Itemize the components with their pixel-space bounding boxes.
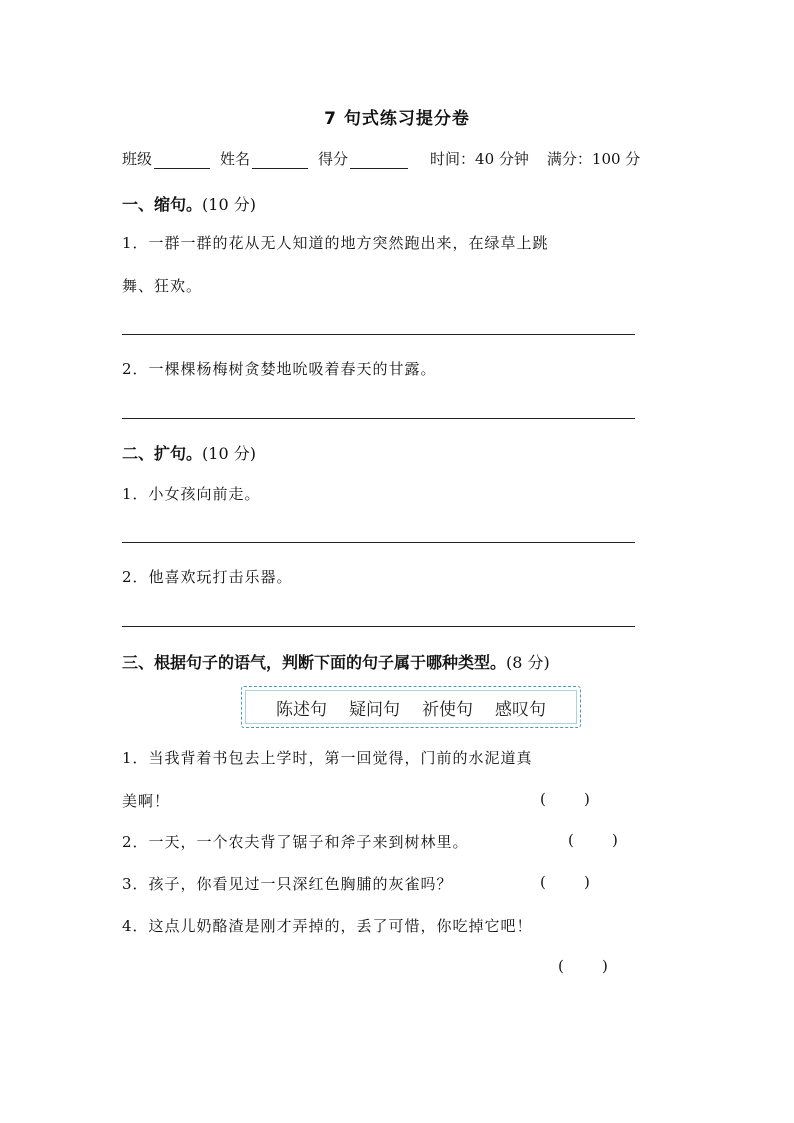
time-limit: 时间：40 分钟 bbox=[430, 150, 529, 168]
section-3-score: (8 分) bbox=[506, 653, 550, 672]
question-3-4: 4．这点儿奶酪渣是刚才弄掉的，丢了可惜，你吃掉它吧！ bbox=[122, 917, 533, 935]
class-blank[interactable] bbox=[154, 152, 210, 169]
question-3-2: 2．一天，一个农夫背了锯子和斧子来到树林里。 bbox=[122, 833, 469, 851]
question-3-3: 3．孩子，你看见过一只深红色胸脯的灰雀吗？ bbox=[122, 875, 453, 893]
answer-parentheses[interactable]: ( ) bbox=[540, 873, 590, 891]
answer-line[interactable] bbox=[122, 542, 635, 543]
option-interrogative: 疑问句 bbox=[349, 699, 400, 720]
question-1-1-line2: 舞、狂欢。 bbox=[122, 277, 203, 295]
option-imperative: 祈使句 bbox=[422, 699, 473, 720]
question-1-2: 2．一棵棵杨梅树贪婪地吮吸着春天的甘露。 bbox=[122, 360, 437, 378]
section-1-title: 一、缩句。 bbox=[122, 195, 203, 214]
answer-line[interactable] bbox=[122, 418, 635, 419]
answer-parentheses[interactable]: ( ) bbox=[558, 957, 608, 975]
section-heading-3 bbox=[122, 650, 550, 673]
answer-parentheses[interactable]: ( ) bbox=[540, 790, 590, 808]
answer-parentheses[interactable]: ( ) bbox=[568, 831, 618, 849]
question-1-1-line1: 1．一群一群的花从无人知道的地方突然跑出来，在绿草上跳 bbox=[122, 234, 549, 252]
option-declarative: 陈述句 bbox=[276, 699, 327, 720]
question-3-1-line2: 美啊！ bbox=[122, 792, 171, 810]
question-2-2: 2．他喜欢玩打击乐器。 bbox=[122, 568, 293, 586]
section-2-title: 二、扩句。 bbox=[122, 444, 203, 463]
section-2-score: (10 分) bbox=[202, 444, 256, 463]
sentence-type-options-box bbox=[241, 686, 581, 728]
question-3-1-line1: 1．当我背着书包去上学时，第一回觉得，门前的水泥道真 bbox=[122, 749, 533, 767]
page-title: 7 句式练习提分卷 bbox=[324, 109, 470, 129]
answer-line[interactable] bbox=[122, 626, 635, 627]
name-blank[interactable] bbox=[252, 152, 308, 169]
question-2-1: 1．小女孩向前走。 bbox=[122, 485, 261, 503]
class-label: 班级 bbox=[122, 150, 153, 168]
section-heading-1 bbox=[122, 192, 256, 215]
score-blank[interactable] bbox=[350, 152, 408, 169]
student-info-row bbox=[122, 148, 682, 169]
score-label: 得分 bbox=[318, 150, 349, 168]
answer-line[interactable] bbox=[122, 334, 635, 335]
section-1-score: (10 分) bbox=[202, 195, 256, 214]
section-3-title: 三、根据句子的语气，判断下面的句子属于哪种类型。 bbox=[122, 653, 507, 672]
option-exclamatory: 感叹句 bbox=[495, 699, 546, 720]
name-label: 姓名 bbox=[220, 150, 251, 168]
section-heading-2 bbox=[122, 441, 256, 464]
full-score: 满分：100 分 bbox=[546, 150, 641, 168]
